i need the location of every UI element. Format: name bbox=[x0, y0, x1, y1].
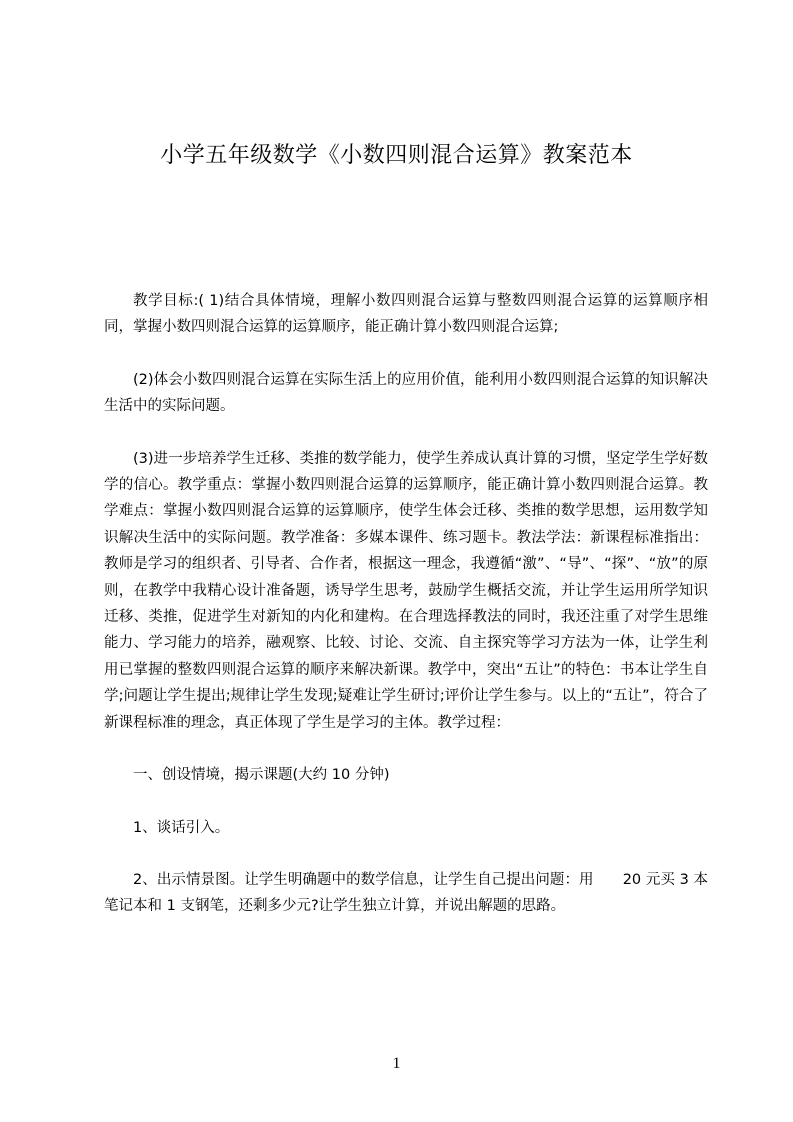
paragraph-step-1: 1、谈话引入。 bbox=[133, 819, 230, 836]
paragraph-step-2: 2、出示情景图。让学生明确题中的数学信息，让学生自己提出问题：用 20 元买 3 本笔记本和 1 支钢笔，还剩多少元?让学生独立计算，并说出解题的思路。 bbox=[104, 871, 708, 915]
paragraph-goal-2: (2)体会小数四则混合运算在实际生活上的应用价值，能利用小数四则混合运算的知识解决生活中的实际问题。 bbox=[104, 371, 708, 415]
page-number: 1 bbox=[392, 1055, 401, 1072]
section-heading-1: 一、创设情境，揭示课题(大约 10 分钟) bbox=[133, 767, 390, 784]
paragraph-goal-3: (3)进一步培养学生迁移、类推的数学能力，使学生养成认真计算的习惯，坚定学生学好数学的信心。教学重点：掌握小数四则混合运算的运算顺序，能正确计算小数四则混合运算。教学难点：掌握小数四则混合运算的运算顺序，使学生体会迁移、类推的数学思想，运用数学知识解决生活中的实际问题。教学准备：多媒本课件、练习题卡。教法学法：新课程标准指出：教师是学习的组织者、引导者、合作者，根据这一理念，我遵循“激”、“导”、“探”、“放”的原则，在教学中我精心设计准备题，诱导学生思考，鼓励学生概括交流，并让学生运用所学知识迁移、类推，促进学生对新知的内化和建构。在合理选择教法的同时，我还注重了对学生思维能力、学习能力的培养，融观察、比较、讨论、交流、自主探究等学习方法为一体，让学生利用已掌握的整数四则混合运算的顺序来解决新课。教学中，突出“五让”的特色：书本让学生自学;问题让学生提出;规律让学生发现;疑难让学生研讨;评价让学生参与。以上的“五让”，符合了新课程标准的理念，真正体现了学生是学习的主体。教学过程： bbox=[104, 450, 708, 731]
document-title: 小学五年级数学《小数四则混合运算》教案范本 bbox=[160, 143, 633, 168]
paragraph-teaching-goals: 教学目标:( 1)结合具体情境，理解小数四则混合运算与整数四则混合运算的运算顺序相同，掌握小数四则混合运算的运算顺序，能正确计算小数四则混合运算; bbox=[104, 293, 708, 336]
document-body bbox=[104, 288, 708, 946]
